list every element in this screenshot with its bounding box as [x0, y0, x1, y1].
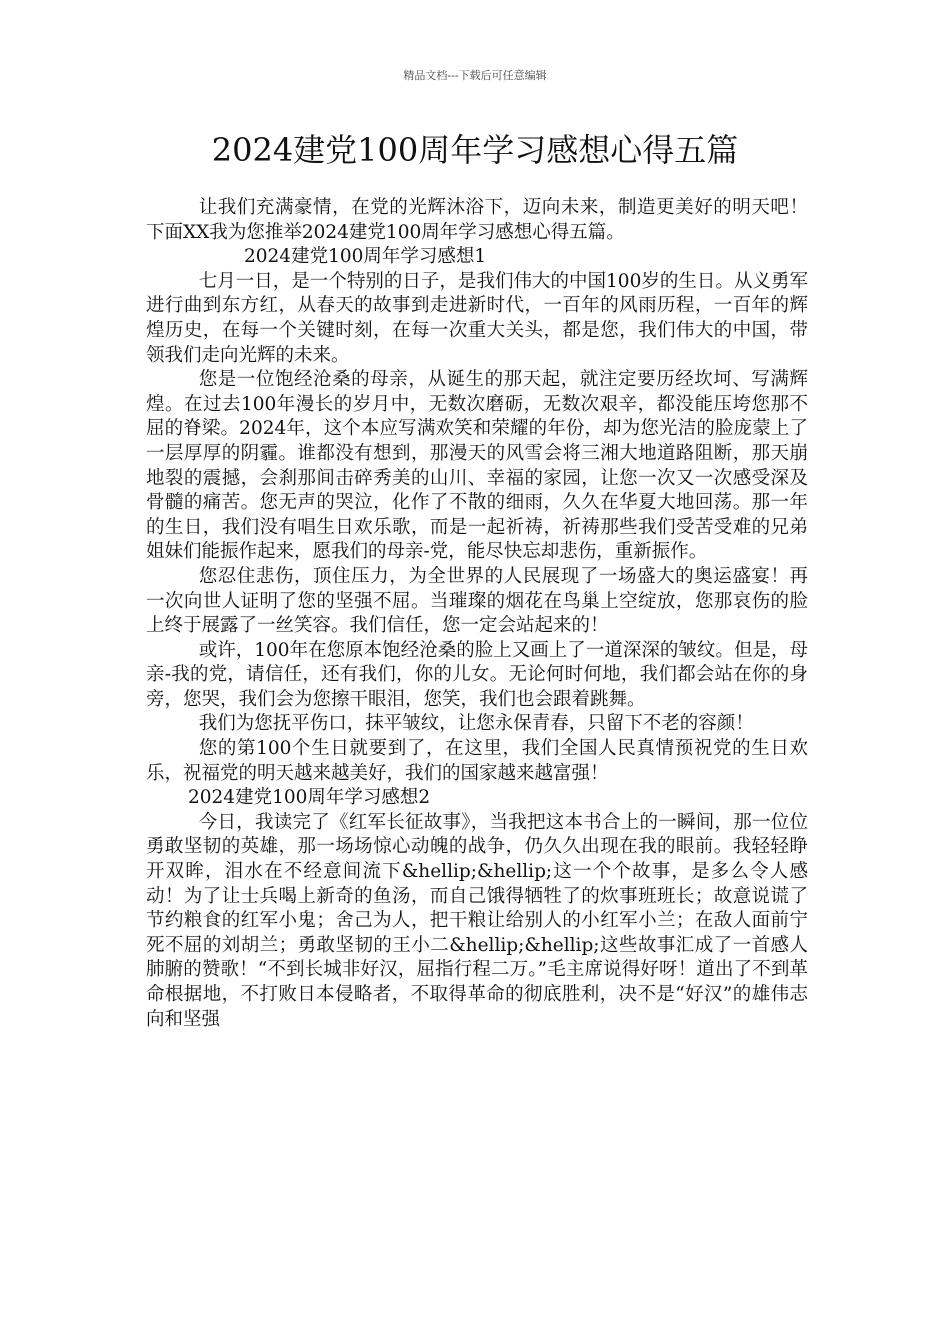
page-header: 精品文档---下载后可任意编辑: [403, 69, 547, 82]
section-heading-2: 2024建党100周年学习感想2: [188, 787, 431, 809]
paragraph: 今日，我读完了《红军长征故事》，当我把这本书合上的一瞬间，那一位位勇敢坚韧的英雄，那一场场惊心动魄的战争，仍久久出现在我的眼前。我轻轻睁开双眸，泪水在不经意间流下&hellip;&hellip;这一个个故事，是多么令人感动！为了让士兵喝上新奇的鱼汤，而自己饿得牺牲了的炊事班班长；故意说谎了节约粮食的红军小鬼；舍己为人，把干粮让给别人的小红军小兰；在敌人面前宁死不屈的刘胡兰；勇敢坚韧的王小二&hellip;&hellip;这些故事汇成了一首感人肺腑的赞歌！“不到长城非好汉，屈指行程二万。”毛主席说得好呀！道出了不到革命根据地，不打败日本侵略者，不取得革命的彻底胜利，决不是“好汉”的雄伟志向和坚强: [146, 811, 808, 1030]
intro-paragraph: 让我们充满豪情，在党的光辉沐浴下，迈向未来，制造更美好的明天吧！下面XX我为您推举2024建党100周年学习感想心得五篇。: [146, 197, 808, 243]
paragraph: 或许，100年在您原本饱经沧桑的脸上又画上了一道深深的皱纹。但是，母亲-我的党，请信任，还有我们，你的儿女。无论何时何地，我们都会站在你的身旁，您哭，我们会为您擦干眼泪，您笑，我们也会跟着跳舞。: [146, 639, 808, 710]
section-heading-1: 2024建党100周年学习感想1: [244, 246, 487, 268]
paragraph: 您的第100个生日就要到了，在这里，我们全国人民真情预祝党的生日欢乐，祝福党的明天越来越美好，我们的国家越来越富强！: [146, 738, 808, 784]
paragraph: 七月一日，是一个特别的日子，是我们伟大的中国100岁的生日。从义勇军进行曲到东方红，从春天的故事到走进新时代，一百年的风雨历程，一百年的辉煌历史，在每一个关键时刻，在每一次重大关头，都是您，我们伟大的中国，带领我们走向光辉的未来。: [146, 270, 808, 366]
paragraph: 我们为您抚平伤口，抹平皱纹，让您永保青春，只留下不老的容颜！: [198, 713, 754, 735]
document-title: 2024建党100周年学习感想心得五篇: [211, 131, 739, 169]
paragraph: 您是一位饱经沧桑的母亲，从诞生的那天起，就注定要历经坎坷、写满辉煌。在过去100年漫长的岁月中，无数次磨砺，无数次艰辛，都没能压垮您那不屈的脊梁。2024年，这个本应写满欢笑和荣耀的年份，却为您光洁的脸庞蒙上了一层厚厚的阴霾。谁都没有想到，那漫天的风雪会将三湘大地道路阻断，那天崩地裂的震撼，会刹那间击碎秀美的山川、幸福的家园，让您一次又一次感受深及骨髓的痛苦。您无声的哭泣，化作了不散的细雨，久久在华夏大地回荡。那一年的生日，我们没有唱生日欢乐歌，而是一起祈祷，祈祷那些我们受苦受难的兄弟姐妹们能振作起来，愿我们的母亲-党，能尽快忘却悲伤，重新振作。: [146, 369, 808, 563]
paragraph: 您忍住悲伤，顶住压力，为全世界的人民展现了一场盛大的奥运盛宴！再一次向世人证明了您的坚强不屈。当璀璨的烟花在鸟巢上空绽放，您那哀伤的脸上终于展露了一丝笑容。我们信任，您一定会站起来的！: [146, 565, 808, 637]
document-body: [146, 196, 808, 1032]
